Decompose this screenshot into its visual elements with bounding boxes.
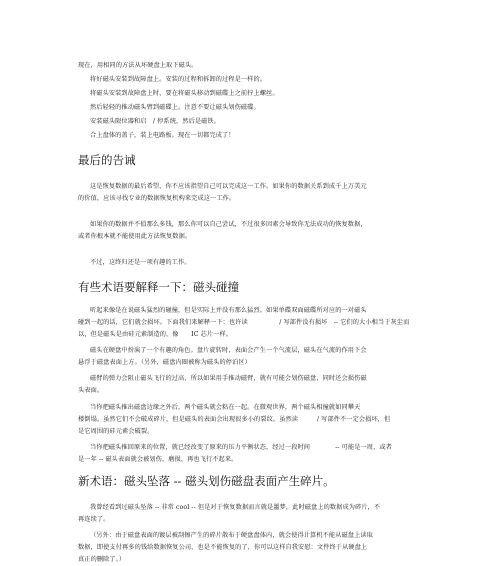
section2-para1-line1: 听起来像是在说磁头猛烈的碰撞，但是实际上并没有那么猛烈。如果单碟双面磁碟所对应的一对磁头 <box>90 307 367 314</box>
intro-line-5: 安装磁头限位器和启 / 停系统，然后是磁铁。 <box>90 118 221 125</box>
section2-para4-line3: 是它周围的硅元素会破裂。 <box>78 428 154 435</box>
section1-para3-line1: 不过，这终归还是一项有趣的工作。 <box>90 259 191 266</box>
section2-para5-line2: 是一年 -- 磁头表面就会被划伤，磨损，再也飞行不起来。 <box>78 456 238 463</box>
intro-line-3: 将磁头安装到故障盘上时，要在将磁头移动到磁碟上之前拧上螺丝。 <box>90 90 279 97</box>
section-heading-head-crash-term: 有些术语要解释一下：磁头碰撞 <box>78 280 239 294</box>
section3-para2-line3: 真正的删除了。） <box>78 556 126 563</box>
section1-para1-line1: 这是恢复数据的最后希望，你不应该指望自己可以完成这一工作。如果你的数据关系到成千上万美元 <box>90 183 367 190</box>
section2-para5-line1: 当你把磁头推回原来的位置，就已经改变了原来的压力平衡状态，经过一段时间 -- 可能是一周，或者 <box>90 444 392 451</box>
section2-para3-line1: 磁臂的弹力会阻止磁头飞行的过高，所以如果用手推动磁臂，就有可能会划伤磁盘，同时还会损伤磁 <box>90 375 367 382</box>
intro-line-6: 合上盘体的盖子，装上电路板。现在一切都完成了！ <box>90 132 235 139</box>
section3-para1-line1: 我曾经看到过磁头坠落 -- 非常 cool -- 但是对于恢复数据而言就是噩梦，此时磁盘上的数据成为碎片，不 <box>90 504 381 511</box>
intro-line-1: 现在，用相同的方法从坏硬盘上取下磁头。 <box>78 62 198 69</box>
section3-para2-line1: （另外：由于磁盘表面的镀层被刮擦产生的碎片散布于硬盘盘体内，就会使得计算机不能从磁盘上读取 <box>90 532 373 539</box>
section2-para3-line2: 头表面。 <box>78 387 104 394</box>
section1-para2-line1: 如果你的数据并不值那么多钱，那么你可以自己尝试，不过很多因素会导致你无法成功的恢复数据， <box>90 221 367 228</box>
intro-line-4: 然后轻轻的推动磁头臂到磁碟上。注意不要让磁头划伤磁碟。 <box>90 104 260 111</box>
section-heading-head-slap-term: 新术语：磁头坠落 -- 磁头划伤磁盘表面产生碎片。 <box>78 474 335 488</box>
section2-para4-line2: 楼倒塌。虽然它们不会破成碎片，但是磁头的表面会出现很多小的裂纹。虽然读 / 写部件不一定会损坏，但 <box>78 416 391 423</box>
section2-para2-line2: 悬浮于磁盘表面上方。（另外，磁盘内圈被称为磁头的停泊区） <box>78 359 251 366</box>
section1-para1-line2: 的价值，应该寻找专业的数据恢复机构来完成这一工作。 <box>78 195 236 202</box>
section2-para2-line1: 磁头在硬盘中扮演了一个有趣的角色。盘片旋转时，表面会产生一个气流层，磁头在气流的作用下会 <box>90 347 367 354</box>
intro-line-2: 将好磁头安装到故障盘上。安装的过程和拆卸的过程是一样的。 <box>90 76 267 83</box>
section2-para4-line1: 当你把磁头推出磁盘边缘之外后，两个磁头就会粘在一起。在微观世界，两个磁头相撞就如同攀天 <box>90 404 361 411</box>
section3-para2-line2: 数据，即使支付再多的钱给数据恢复公司，也是不能恢复的了，你可以这样自我安慰：文件终于从硬盘上 <box>78 544 368 551</box>
section1-para2-line2: 或者你根本就不能使用此方法恢复数据。 <box>78 233 192 240</box>
section-heading-final-warning: 最后的告诫 <box>78 153 136 167</box>
section2-para1-line3: 以，但是磁头是由硅元素制造的，像 IC 芯片一样。 <box>78 331 233 338</box>
section2-para1-line2: 碰到一起的话，它们就会损坏。下面我们来解释一下：也许读 / 写部件没有损坏 -- 它们的大小相当于灰尘而 <box>78 319 410 326</box>
section3-para1-line2: 再连续了。 <box>78 516 110 523</box>
